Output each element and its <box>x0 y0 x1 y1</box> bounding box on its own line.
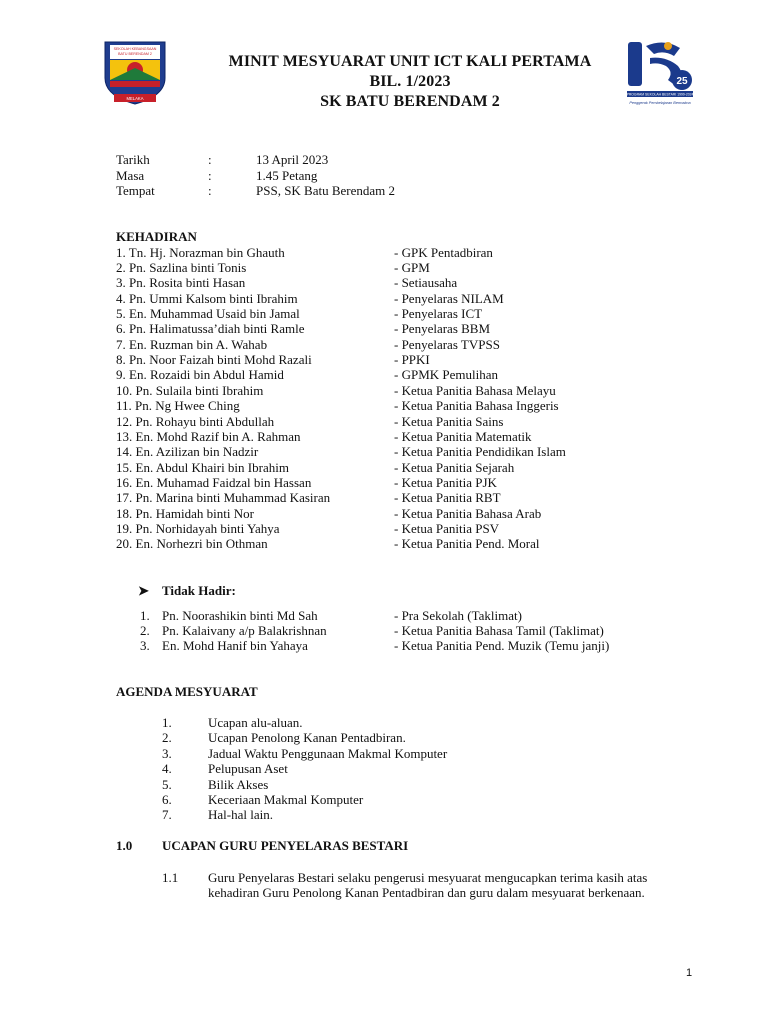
absentee-reason: - Ketua Panitia Bahasa Tamil (Taklimat) <box>394 623 604 638</box>
attendee-name: 8. Pn. Noor Faizah binti Mohd Razali <box>116 352 312 367</box>
info-value: PSS, SK Batu Berendam 2 <box>256 183 396 198</box>
school-crest-logo <box>100 38 170 106</box>
attendee-name: 5. En. Muhammad Usaid bin Jamal <box>116 306 300 321</box>
page-number: 1 <box>686 967 693 979</box>
attendee-role: - Penyelaras TVPSS <box>394 337 500 352</box>
info-separator: : <box>208 183 212 198</box>
info-label: Tempat <box>116 183 155 198</box>
attendee-role: - Ketua Panitia Pend. Moral <box>394 536 540 551</box>
section-heading: UCAPAN GURU PENYELARAS BESTARI <box>162 838 409 853</box>
attendee-name: 9. En. Rozaidi bin Abdul Hamid <box>116 367 284 382</box>
attendee-role: - Penyelaras NILAM <box>394 291 504 306</box>
svg-text:BATU BERENDAM 2: BATU BERENDAM 2 <box>118 52 152 56</box>
svg-text:25: 25 <box>676 76 688 87</box>
svg-text:MELAKA: MELAKA <box>126 96 144 101</box>
info-separator: : <box>208 152 212 167</box>
attendee-role: - GPK Pentadbiran <box>394 245 493 260</box>
document-number: BIL. 1/2023 <box>369 73 451 90</box>
attendee-name: 7. En. Ruzman bin A. Wahab <box>116 337 268 352</box>
school-name: SK BATU BERENDAM 2 <box>320 93 500 110</box>
attendee-role: - Setiausaha <box>394 275 458 290</box>
agenda-text: Keceriaan Makmal Komputer <box>208 792 364 807</box>
absentee-number: 2. <box>140 623 150 638</box>
paragraph-line: kehadiran Guru Penolong Kanan Pentadbiran dan guru dalam mesyuarat berkenaan. <box>208 885 645 900</box>
attendee-role: - Ketua Panitia Pendidikan Islam <box>394 444 566 459</box>
info-label: Tarikh <box>116 152 150 167</box>
agenda-text: Ucapan alu-aluan. <box>208 715 303 730</box>
agenda-text: Hal-hal lain. <box>208 807 273 822</box>
agenda-heading: AGENDA MESYUARAT <box>116 684 258 699</box>
agenda-text: Pelupusan Aset <box>208 761 288 776</box>
attendee-name: 12. Pn. Rohayu binti Abdullah <box>116 414 275 429</box>
attendee-name: 3. Pn. Rosita binti Hasan <box>116 275 246 290</box>
svg-text:Penggerak Pembelajaran Bermakn: Penggerak Pembelajaran Bermakna <box>629 101 691 105</box>
section-number: 1.0 <box>116 838 133 853</box>
agenda-number: 3. <box>162 746 172 761</box>
absentee-reason: - Ketua Panitia Pend. Muzik (Temu janji) <box>394 638 610 653</box>
attendee-name: 17. Pn. Marina binti Muhammad Kasiran <box>116 490 331 505</box>
agenda-text: Ucapan Penolong Kanan Pentadbiran. <box>208 730 406 745</box>
attendee-role: - GPMK Pemulihan <box>394 367 498 382</box>
attendee-name: 2. Pn. Sazlina binti Tonis <box>116 260 247 275</box>
attendee-name: 11. Pn. Ng Hwee Ching <box>116 398 240 413</box>
absent-heading: Tidak Hadir: <box>162 583 236 598</box>
attendee-name: 1. Tn. Hj. Norazman bin Ghauth <box>116 245 285 260</box>
attendee-name: 14. En. Azilizan bin Nadzir <box>116 444 259 459</box>
attendee-name: 20. En. Norhezri bin Othman <box>116 536 268 551</box>
absentee-reason: - Pra Sekolah (Taklimat) <box>394 608 522 623</box>
agenda-number: 7. <box>162 807 172 822</box>
attendee-role: - Ketua Panitia Sejarah <box>394 460 515 475</box>
info-separator: : <box>208 168 212 183</box>
subsection-number: 1.1 <box>162 870 179 885</box>
agenda-number: 4. <box>162 761 172 776</box>
svg-text:PROGRAM SEKOLAH BESTARI 1999-2: PROGRAM SEKOLAH BESTARI 1999-2024 <box>626 92 694 97</box>
attendee-name: 6. Pn. Halimatussa’diah binti Ramle <box>116 321 305 336</box>
info-label: Masa <box>116 168 145 183</box>
attendee-name: 18. Pn. Hamidah binti Nor <box>116 506 254 521</box>
attendee-role: - Ketua Panitia Bahasa Arab <box>394 506 542 521</box>
attendee-name: 10. Pn. Sulaila binti Ibrahim <box>116 383 264 398</box>
attendee-name: 16. En. Muhamad Faidzal bin Hassan <box>116 475 312 490</box>
attendee-role: - Ketua Panitia Matematik <box>394 429 532 444</box>
attendee-role: - Ketua Panitia PJK <box>394 475 497 490</box>
attendee-role: - PPKI <box>394 352 430 367</box>
arrow-bullet-icon: ➤ <box>138 583 149 598</box>
agenda-text: Bilik Akses <box>208 777 269 792</box>
agenda-text: Jadual Waktu Penggunaan Makmal Komputer <box>208 746 448 761</box>
attendee-role: - Ketua Panitia RBT <box>394 490 501 505</box>
attendee-name: 15. En. Abdul Khairi bin Ibrahim <box>116 460 289 475</box>
attendee-role: - GPM <box>394 260 430 275</box>
absentee-name: Pn. Kalaivany a/p Balakrishnan <box>162 623 327 638</box>
attendee-name: 13. En. Mohd Razif bin A. Rahman <box>116 429 301 444</box>
attendee-role: - Penyelaras BBM <box>394 321 491 336</box>
smart-school-logo <box>624 38 696 110</box>
attendee-role: - Ketua Panitia Bahasa Melayu <box>394 383 556 398</box>
agenda-number: 1. <box>162 715 172 730</box>
attendee-role: - Penyelaras ICT <box>394 306 483 321</box>
agenda-number: 6. <box>162 792 172 807</box>
attendee-name: 4. Pn. Ummi Kalsom binti Ibrahim <box>116 291 298 306</box>
attendance-heading: KEHADIRAN <box>116 229 197 244</box>
attendee-name: 19. Pn. Norhidayah binti Yahya <box>116 521 280 536</box>
absentee-number: 3. <box>140 638 150 653</box>
info-value: 1.45 Petang <box>256 168 318 183</box>
agenda-number: 5. <box>162 777 172 792</box>
attendee-role: - Ketua Panitia Sains <box>394 414 504 429</box>
absentee-number: 1. <box>140 608 150 623</box>
svg-text:SEKOLAH KEBANGSAAN: SEKOLAH KEBANGSAAN <box>113 47 157 51</box>
paragraph-line: Guru Penyelaras Bestari selaku pengerusi mesyuarat mengucapkan terima kasih atas <box>208 870 648 885</box>
absentee-name: En. Mohd Hanif bin Yahaya <box>162 638 308 653</box>
agenda-number: 2. <box>162 730 172 745</box>
info-value: 13 April 2023 <box>256 152 329 167</box>
attendee-role: - Ketua Panitia PSV <box>394 521 500 536</box>
absentee-name: Pn. Noorashikin binti Md Sah <box>162 608 318 623</box>
document-title: MINIT MESYUARAT UNIT ICT KALI PERTAMA <box>228 53 592 70</box>
attendee-role: - Ketua Panitia Bahasa Inggeris <box>394 398 559 413</box>
